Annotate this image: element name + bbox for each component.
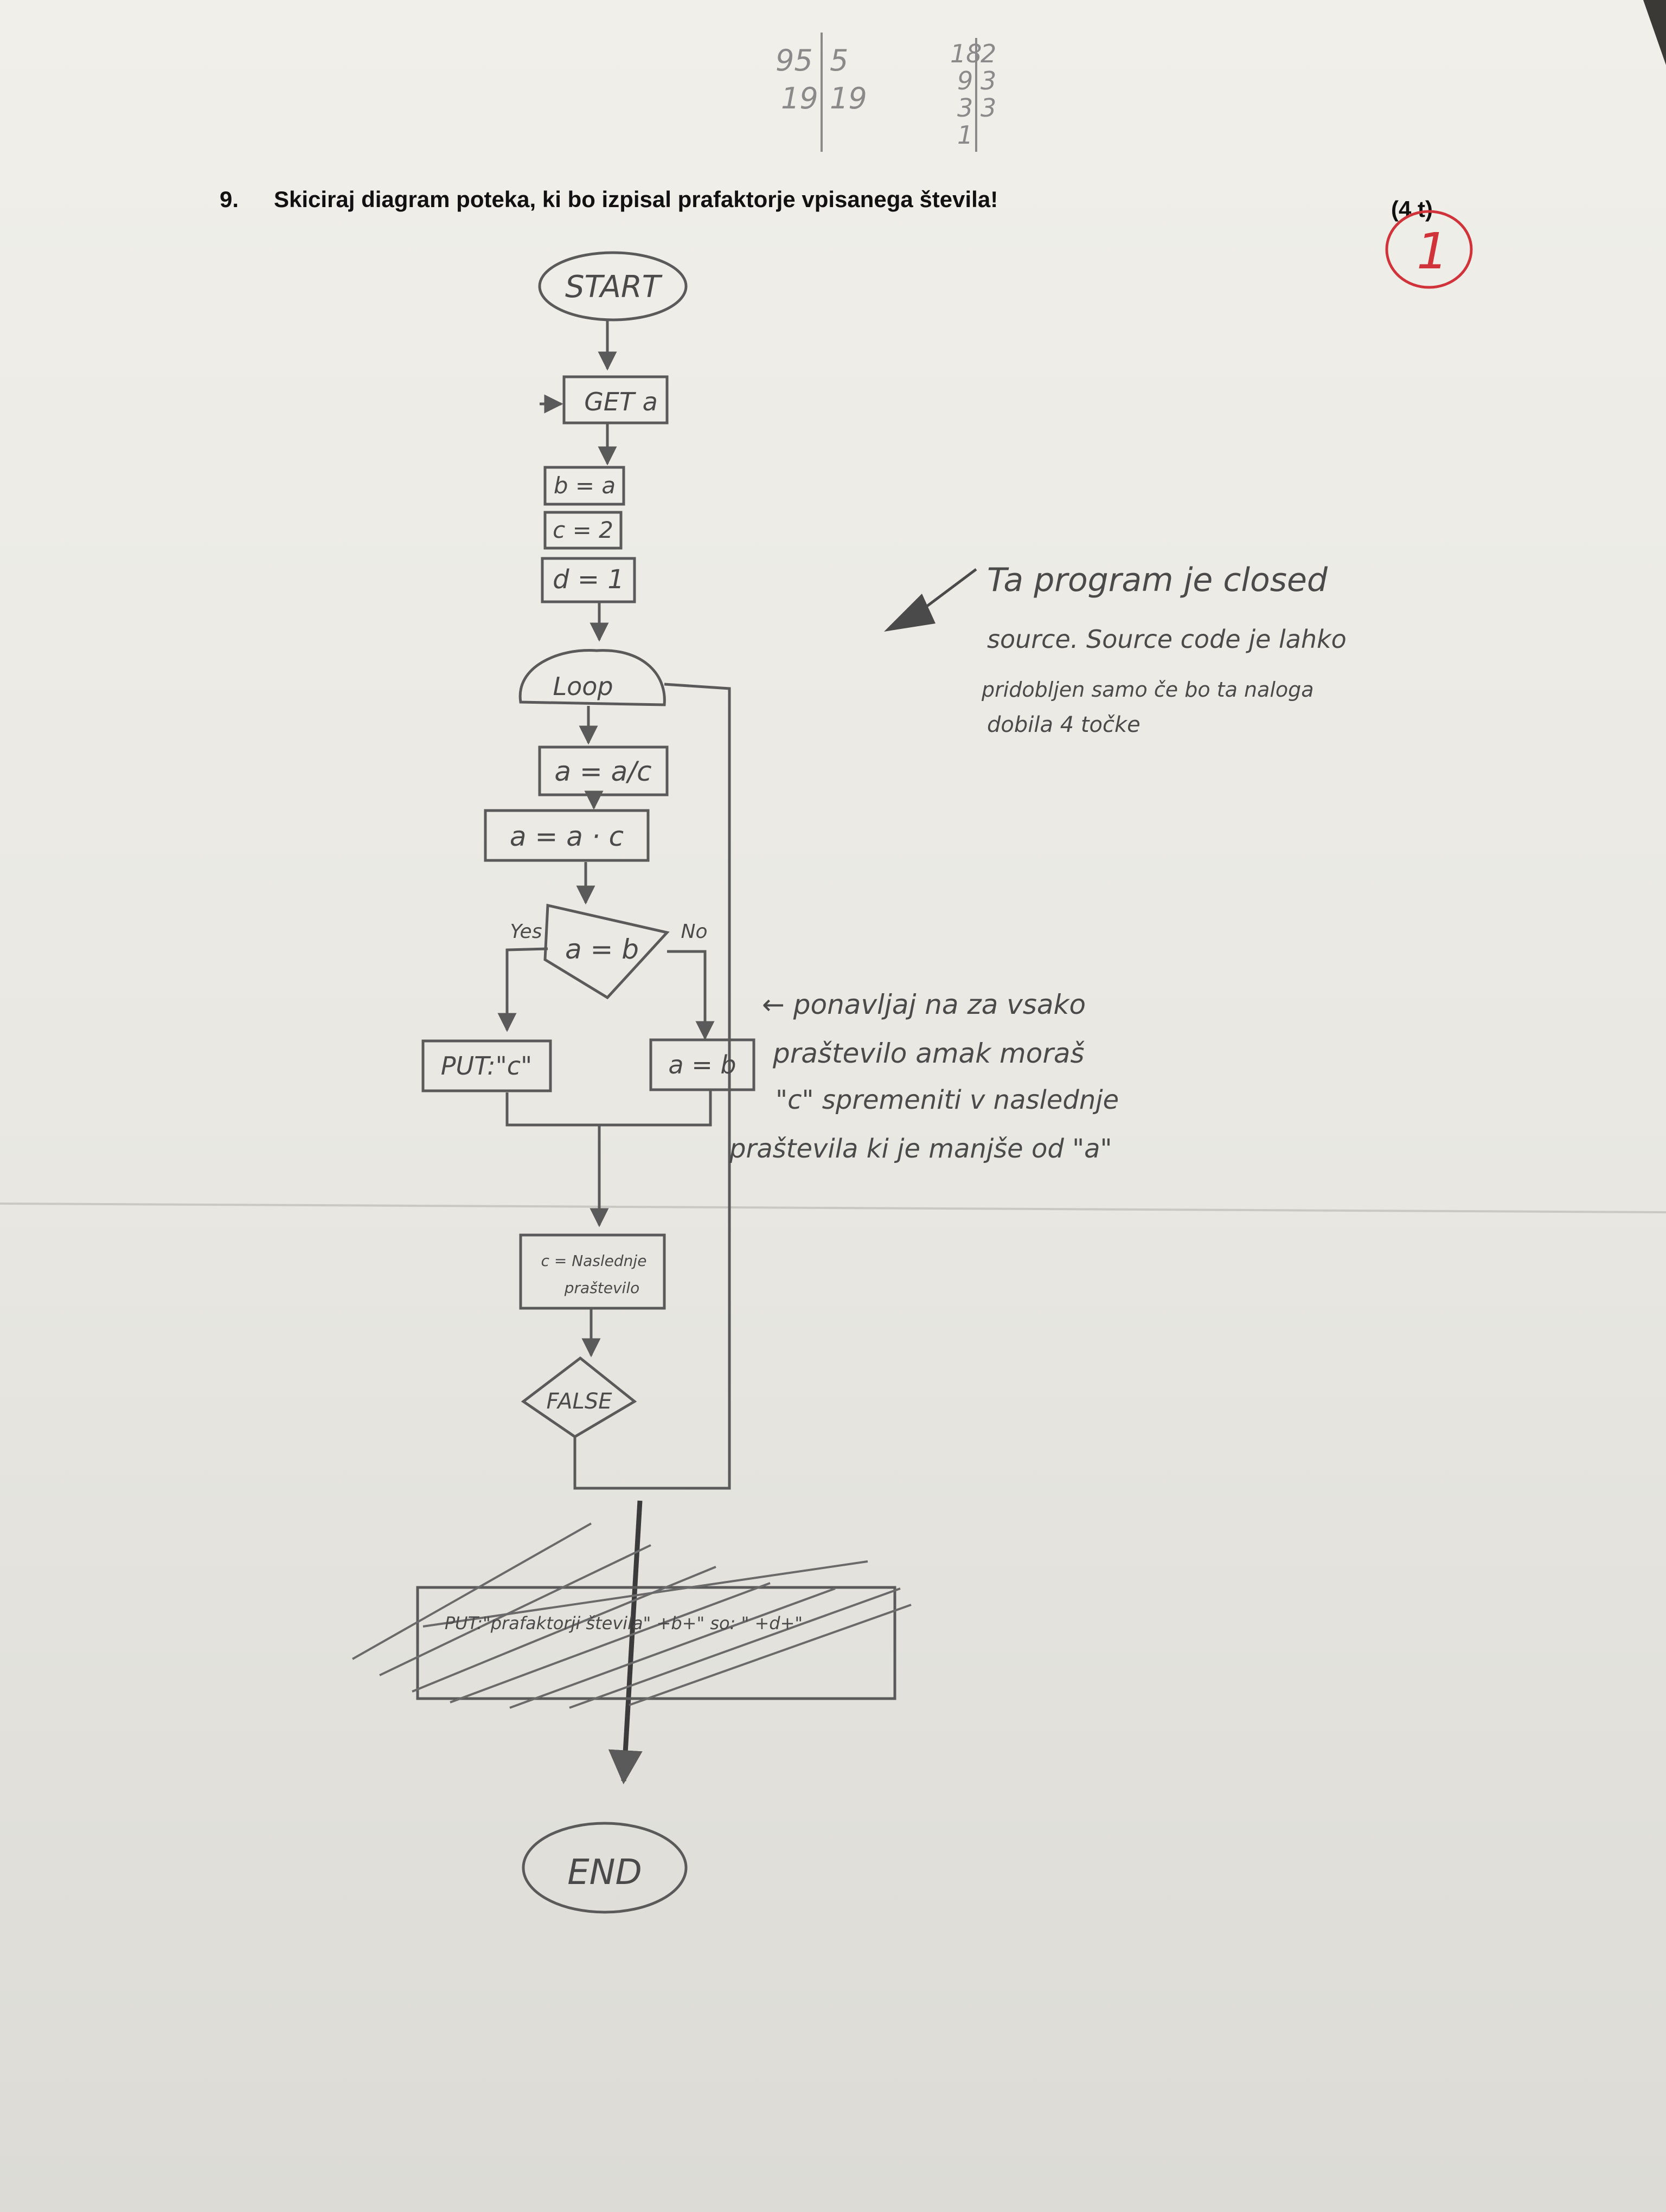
yes-label: Yes [510, 921, 542, 943]
svg-text:18: 18 [950, 39, 982, 68]
note-top-line-3: pridobljen samo če bo ta naloga [982, 678, 1314, 702]
no-label: No [681, 921, 708, 943]
next-prime-label-1: c = Naslednje [541, 1252, 647, 1270]
question-text: Skiciraj diagram poteka, ki bo izpisal prafaktorje vpisanega števila! [274, 187, 998, 212]
question-number: 9. [220, 187, 239, 212]
step1-label: a = a/c [554, 756, 652, 787]
svg-text:9: 9 [957, 66, 973, 95]
false-label: FALSE [546, 1389, 612, 1414]
svg-text:19: 19 [781, 81, 818, 115]
svg-text:95: 95 [776, 43, 813, 78]
start-label: START [565, 269, 661, 305]
note-loop-line-4: praštevila ki je manjše od "a" [729, 1134, 1112, 1164]
note-top-line-4: dobila 4 točke [987, 712, 1140, 737]
assign-c-label: c = 2 [553, 517, 613, 543]
crossed-out-label: PUT:"prafaktorji števila" +b+" so: " +d+" [444, 1613, 803, 1634]
output-label: PUT:"c" [440, 1051, 533, 1081]
loop-label: Loop [553, 672, 613, 701]
step2-label: a = a · c [509, 821, 624, 852]
grade-value: 1 [1417, 222, 1449, 280]
svg-text:3: 3 [981, 66, 997, 95]
assign-d-label: d = 1 [553, 564, 624, 595]
question-points: (4 t) [1391, 196, 1433, 222]
svg-text:19: 19 [830, 81, 867, 115]
svg-text:3: 3 [981, 93, 997, 123]
reassign-label: a = b [668, 1050, 736, 1079]
note-loop-line-2: praštevilo amak moraš [773, 1038, 1085, 1069]
note-top-line-2: source. Source code je lahko [987, 625, 1347, 654]
svg-text:2: 2 [981, 39, 997, 68]
note-top-line-1: Ta program je closed [987, 561, 1328, 599]
svg-text:5: 5 [830, 43, 849, 78]
svg-text:1: 1 [957, 120, 973, 150]
svg-text:3: 3 [957, 93, 973, 123]
decision-label: a = b [565, 934, 639, 965]
next-prime-label-2: praštevilo [564, 1279, 640, 1297]
note-loop-line-1: ← ponavljaj na za vsako [762, 989, 1086, 1020]
note-loop-line-3: "c" spremeniti v naslednje [776, 1085, 1119, 1115]
assign-b-label: b = a [553, 472, 616, 499]
end-label: END [567, 1853, 642, 1893]
input-label: GET a [584, 387, 658, 416]
